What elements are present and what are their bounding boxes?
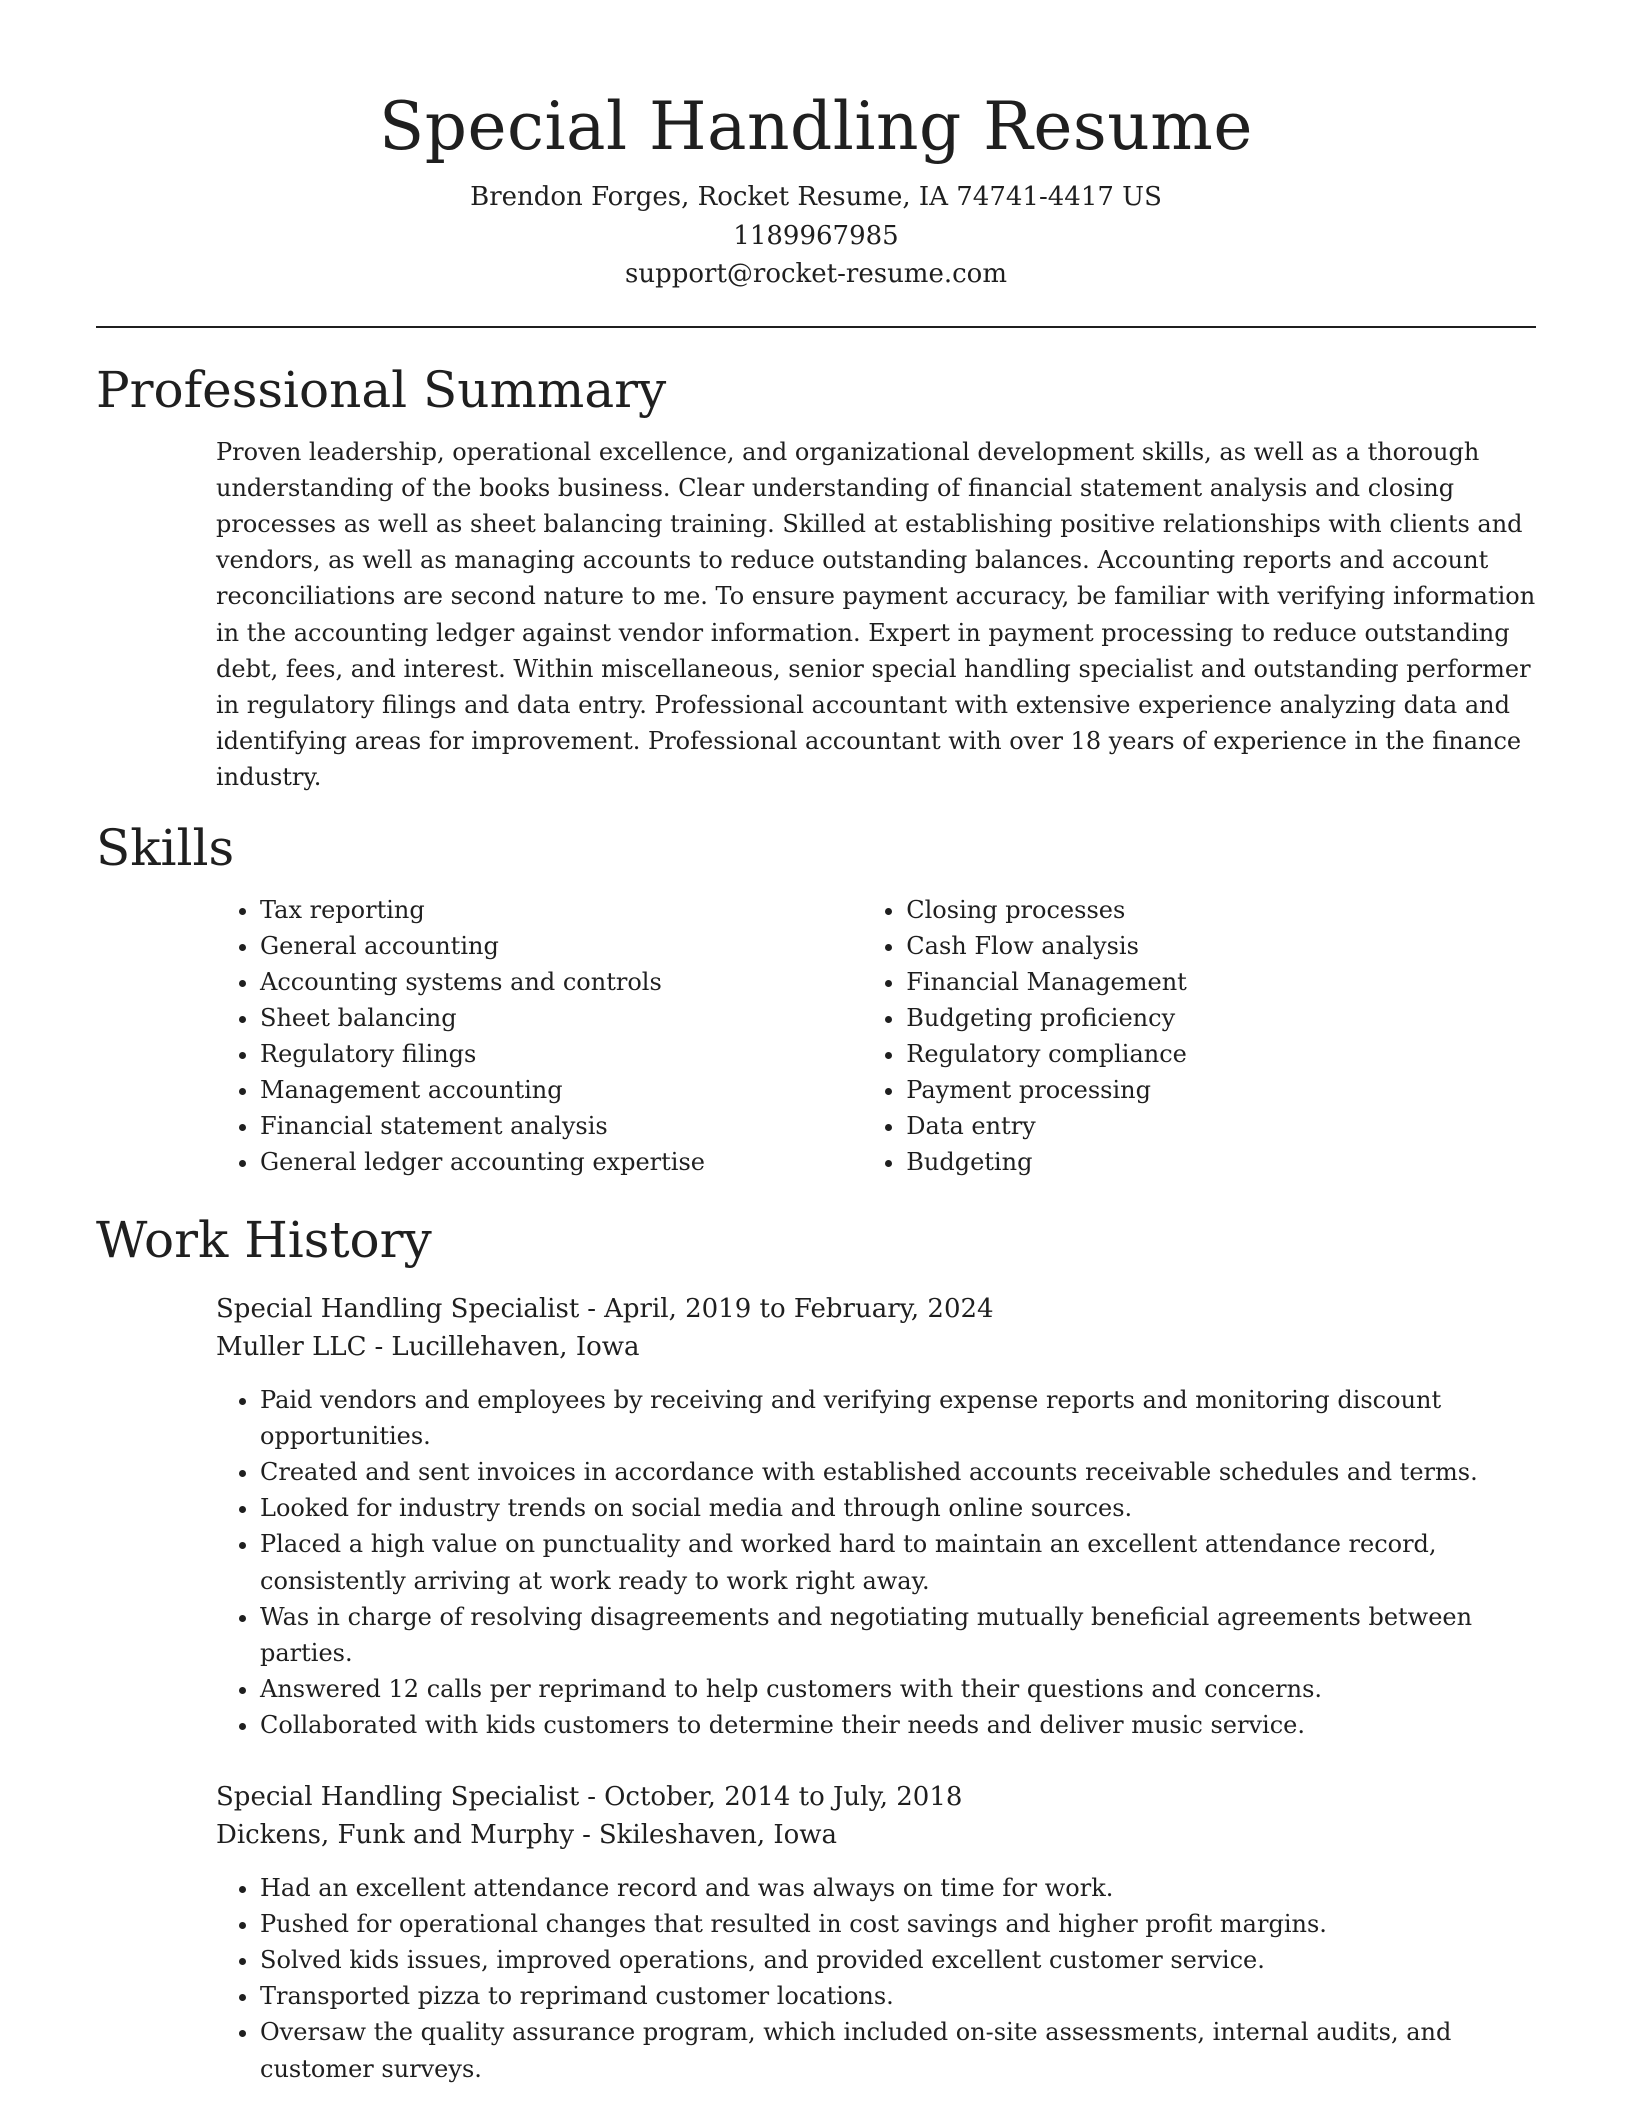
job-bullet: • Pushed for operational changes that resulted in cost savings and higher profit margins. (260, 1906, 1536, 1942)
job-company: Dickens, Funk and Murphy (216, 1819, 575, 1850)
skills-column-right (862, 892, 1536, 1180)
skill-item: • Regulatory compliance (906, 1036, 1536, 1072)
skill-item: • Financial Management (906, 964, 1536, 1000)
job-location: Skileshaven, Iowa (598, 1819, 838, 1850)
skill-item: • Regulatory filings (260, 1036, 856, 1072)
resume-title: Special Handling Resume (379, 88, 1253, 165)
job-bullet: • Collaborated with kids customers to determine their needs and deliver music service. (260, 1707, 1536, 1743)
resume-page (96, 0, 1536, 2087)
job-title: Special Handling Specialist (216, 1293, 580, 1324)
skill-item: • Management accounting (260, 1072, 856, 1108)
separator: - (582, 1819, 591, 1850)
summary-text: Proven leadership, operational excellence, and organizational development skills, as well as a thorough understanding of the books business. Clear understanding of financial statement analysis and closing processes as well as sheet balancing training. Skilled at establishing positive relationships with clients and vendors, as well as managing accounts to reduce outstanding balances. Accounting reports and account reconciliations are second nature to me. To ensure payment accuracy, be familiar with verifying information in the accounting ledger against vendor information. Expert in payment processing to reduce outstanding debt, fees, and interest. Within miscellaneous, senior special handling specialist and outstanding performer in regulatory filings and data entry. Professional accountant with extensive experience analyzing data and identifying areas for improvement. Professional accountant with over 18 years of experience in the finance industry. (216, 437, 1536, 792)
skill-item: • Accounting systems and controls (260, 964, 856, 1000)
skill-item: • Budgeting proficiency (906, 1000, 1536, 1036)
job-dates: October, 2014 to July, 2018 (604, 1781, 963, 1812)
separator: - (374, 1331, 384, 1362)
skill-item: • Data entry (906, 1108, 1536, 1144)
job-company-line (216, 1328, 1536, 1366)
job-bullet: • Had an excellent attendance record and was always on time for work. (260, 1870, 1536, 1906)
job-title-line (216, 1778, 1536, 1816)
separator: - (587, 1781, 597, 1812)
skill-item: • Financial statement analysis (260, 1108, 856, 1144)
job-company: Muller LLC (216, 1331, 367, 1362)
separator: - (587, 1293, 597, 1324)
summary-heading: Professional Summary (96, 360, 667, 419)
job-dates: April, 2019 to February, 2024 (604, 1293, 994, 1324)
job-bullet: • Created and sent invoices in accordance with established accounts receivable schedules and terms. (260, 1454, 1536, 1490)
contact-email: support@rocket-resume.com (624, 259, 1007, 289)
job-bullet: • Answered 12 calls per reprimand to help customers with their questions and concerns. (260, 1671, 1536, 1707)
contact-phone: 1189967985 (733, 220, 899, 251)
skills-column-left (216, 892, 856, 1180)
skill-item: • Budgeting (906, 1144, 1536, 1180)
job-entry (216, 1290, 1536, 1744)
job-company-line (216, 1816, 1536, 1854)
contact-block (96, 178, 1536, 294)
job-location: Lucillehaven, Iowa (391, 1331, 640, 1362)
job-title-line (216, 1290, 1536, 1328)
job-entry (216, 1778, 1536, 2087)
work-history-heading: Work History (96, 1210, 432, 1269)
skill-item: • General ledger accounting expertise (260, 1144, 856, 1180)
skill-item: • Tax reporting (260, 892, 856, 928)
skill-item: • Closing processes (906, 892, 1536, 928)
contact-address: Brendon Forges, Rocket Resume, IA 74741-4417 US (470, 182, 1162, 212)
skill-item: • Payment processing (906, 1072, 1536, 1108)
job-responsibilities (216, 1382, 1536, 1744)
header-divider (96, 326, 1536, 328)
job-bullet: • Placed a high value on punctuality and worked hard to maintain an excellent attendance record, consistently arriving at work ready to work right away. (260, 1526, 1536, 1598)
job-responsibilities (216, 1870, 1536, 2087)
job-bullet: • Solved kids issues, improved operations, and provided excellent customer service. (260, 1942, 1536, 1978)
job-bullet: • Was in charge of resolving disagreements and negotiating mutually beneficial agreements between parties. (260, 1599, 1536, 1671)
skills-list (216, 892, 1536, 1180)
skill-item: • Sheet balancing (260, 1000, 856, 1036)
job-bullet: • Looked for industry trends on social media and through online sources. (260, 1490, 1536, 1526)
skill-item: • General accounting (260, 928, 856, 964)
job-bullet: • Oversaw the quality assurance program, which included on-site assessments, internal audits, and customer surveys. (260, 2014, 1536, 2086)
job-bullet: • Paid vendors and employees by receiving and verifying expense reports and monitoring discount opportunities. (260, 1382, 1536, 1454)
job-bullet: • Transported pizza to reprimand customer locations. (260, 1978, 1536, 2014)
skills-heading: Skills (96, 818, 235, 877)
skill-item: • Cash Flow analysis (906, 928, 1536, 964)
job-title: Special Handling Specialist (216, 1781, 580, 1812)
